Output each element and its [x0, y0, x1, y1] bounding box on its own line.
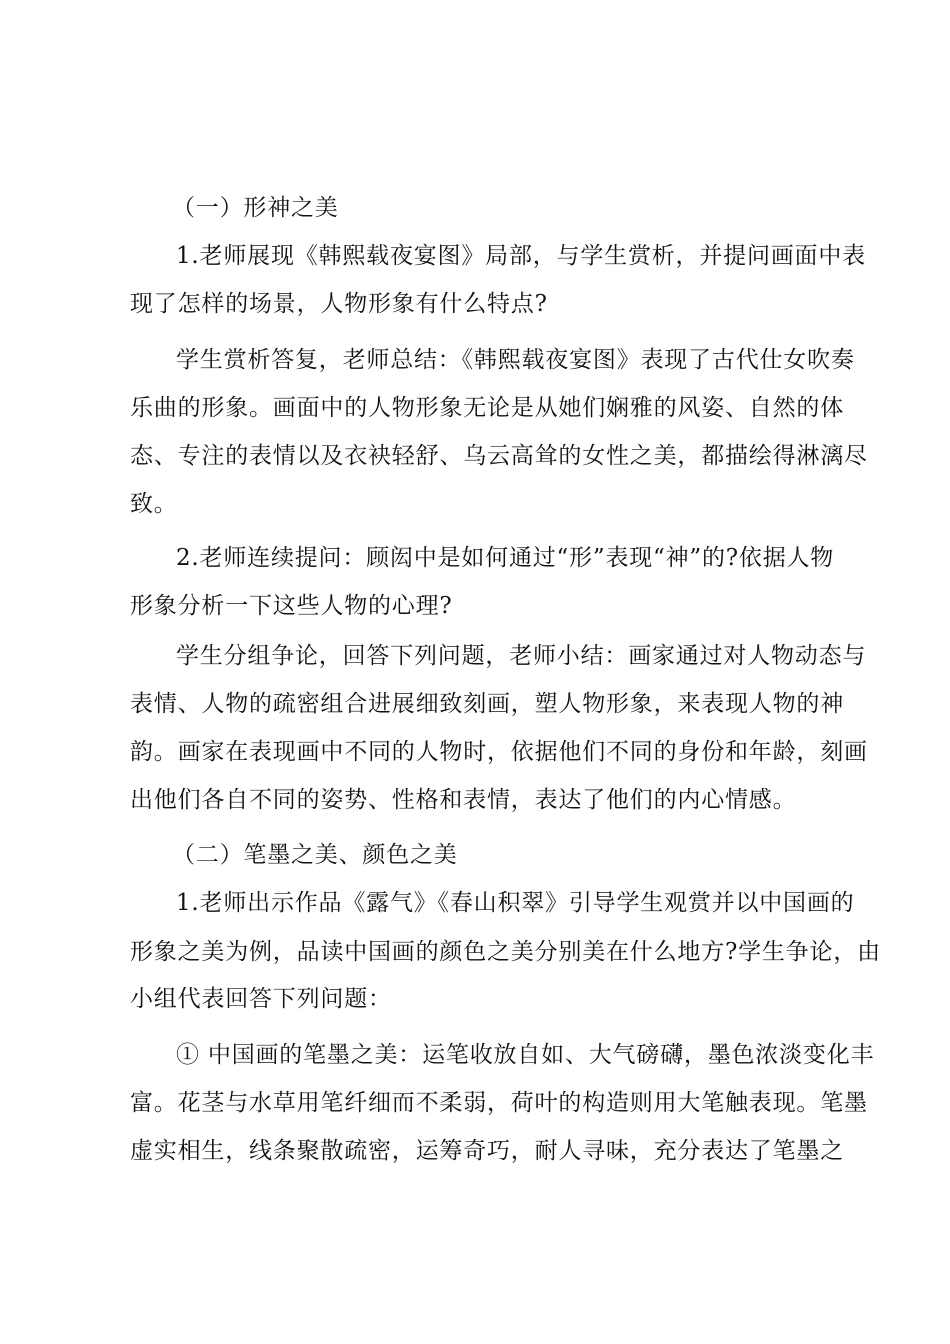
section-1-paragraph-4-line-3: 韵。画家在表现画中不同的人物时，依据他们不同的身份和年龄，刻画 — [130, 739, 868, 765]
section-2-heading: （二）笔墨之美、颜色之美 — [172, 842, 458, 868]
section-1-paragraph-2-line-3: 态、专注的表情以及衣袂轻舒、乌云高耸的女性之美，都描绘得淋漓尽 — [130, 443, 868, 469]
section-1-paragraph-3-line-2: 形象分析一下这些人物的心理? — [130, 593, 453, 619]
section-2-paragraph-1-line-2: 形象之美为例，品读中国画的颜色之美分别美在什么地方?学生争论，由 — [130, 939, 881, 965]
section-1-paragraph-3-line-1: 2.老师连续提问：顾闳中是如何通过“形”表现“神”的?依据人物 — [176, 545, 835, 571]
section-2-paragraph-2-line-3: 虚实相生，线条聚散疏密，运筹奇巧，耐人寻味，充分表达了笔墨之 — [130, 1138, 844, 1164]
section-2-paragraph-1-line-1: 1.老师出示作品《露气》《春山积翠》引导学生观赏并以中国画的 — [176, 890, 855, 916]
section-2-paragraph-1-line-3: 小组代表回答下列问题： — [130, 986, 392, 1012]
section-1-heading: （一）形神之美 — [172, 195, 339, 221]
section-2-paragraph-2-line-2: 富。花茎与水草用笔纤细而不柔弱，荷叶的构造则用大笔触表现。笔墨 — [130, 1090, 868, 1116]
section-1-paragraph-2-line-2: 乐曲的形象。画面中的人物形象无论是从她们娴雅的风姿、自然的体 — [130, 395, 844, 421]
section-1-paragraph-2-line-4: 致。 — [130, 491, 178, 517]
section-1-paragraph-1-line-1: 1.老师展现《韩熙载夜宴图》局部，与学生赏析，并提问画面中表 — [176, 243, 866, 269]
section-1-paragraph-1-line-2: 现了怎样的场景，人物形象有什么特点? — [130, 291, 548, 317]
section-2-paragraph-2-line-1: ① 中国画的笔墨之美：运笔收放自如、大气磅礴，墨色浓淡变化丰 — [176, 1042, 875, 1068]
section-1-paragraph-4-line-1: 学生分组争论，回答下列问题，老师小结：画家通过对人物动态与 — [176, 643, 867, 669]
section-1-paragraph-2-line-1: 学生赏析答复，老师总结：《韩熙载夜宴图》表现了古代仕女吹奏 — [176, 347, 855, 373]
section-1-paragraph-4-line-2: 表情、人物的疏密组合进展细致刻画，塑人物形象，来表现人物的神 — [130, 691, 844, 717]
section-1-paragraph-4-line-4: 出他们各自不同的姿势、性格和表情，表达了他们的内心情感。 — [130, 787, 797, 813]
